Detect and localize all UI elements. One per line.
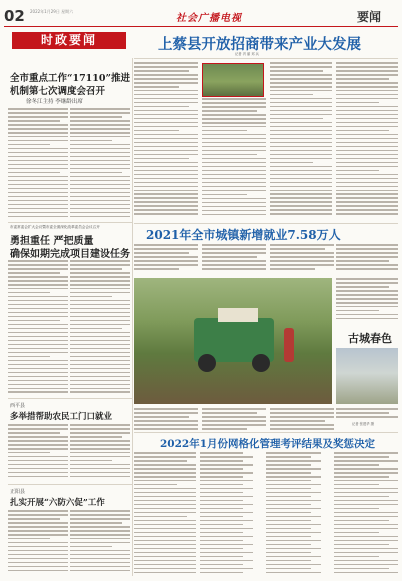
story-b-title-1: 勇担重任 严把质量 bbox=[10, 236, 94, 247]
lead-body-col2 bbox=[202, 98, 266, 220]
sidebar-title: 古城春色 bbox=[348, 332, 392, 345]
story-d-body-col2 bbox=[70, 424, 130, 482]
photo-figure bbox=[284, 328, 294, 362]
lead-body-col4 bbox=[336, 62, 398, 220]
story-c-body-col5 bbox=[336, 278, 398, 324]
photo-machine-roof bbox=[218, 308, 258, 322]
lead-body-col1 bbox=[134, 62, 198, 220]
story-b-title-2: 确保如期完成项目建设任务 bbox=[10, 249, 130, 260]
story-c-body-col3 bbox=[270, 244, 334, 274]
section-label: 要闻 bbox=[357, 10, 382, 24]
story-a-body-col2 bbox=[70, 108, 130, 220]
photo-wheel-left bbox=[198, 354, 216, 372]
story-a-title-1: 全市重点工作“17110”推进 bbox=[10, 73, 130, 84]
masthead bbox=[0, 0, 402, 30]
sidebar-photo bbox=[336, 348, 398, 404]
column-divider bbox=[132, 58, 133, 576]
story-b-kicker: 市委常委会扩大会议暨市委全面深化改革委员会会议召开 bbox=[10, 225, 100, 229]
date-line: 2022年1月29日 星期六 bbox=[30, 9, 74, 14]
story-d-body-col3 bbox=[134, 408, 198, 432]
story-b-body-col1 bbox=[8, 260, 68, 396]
lead-headline: 上蔡县开放招商带来产业大发展 bbox=[158, 36, 361, 53]
story-c-body-col1 bbox=[134, 244, 198, 274]
story-e-body-col2 bbox=[70, 510, 130, 576]
story-a-subtitle: 徐冬江主持 李继龄出席 bbox=[26, 99, 83, 105]
lead-byline: 记者 冯 丽 邓 兵 bbox=[235, 52, 259, 56]
photo-wheel-right bbox=[252, 354, 270, 372]
story-f-body-col4 bbox=[334, 452, 398, 576]
story-a-title-2: 机制第七次调度会召开 bbox=[10, 86, 106, 97]
story-e-kicker: 正阳县 bbox=[10, 489, 26, 495]
story-e-body-col1 bbox=[8, 510, 68, 576]
story-f-title: 2022年1月份网格化管理考评结果及奖惩决定 bbox=[160, 438, 376, 450]
story-e-title: 扎实开展“六防六促”工作 bbox=[10, 498, 105, 508]
lead-body-col3 bbox=[270, 62, 332, 220]
header-rule bbox=[4, 26, 398, 27]
story-d-kicker: 西平县 bbox=[10, 403, 26, 409]
sidebar-credit: 记者 张建华 摄 bbox=[352, 422, 374, 426]
story-c-body-col4 bbox=[336, 244, 398, 274]
story-f-body-col2 bbox=[200, 452, 262, 576]
brand-logo: 社会广播电视 bbox=[176, 13, 242, 24]
story-c-body-col2 bbox=[202, 244, 266, 274]
story-b-body-col2 bbox=[70, 260, 130, 396]
story-d-body-col4 bbox=[202, 408, 266, 432]
main-photo bbox=[134, 278, 332, 404]
story-f-body-col3 bbox=[266, 452, 330, 576]
section-banner: 时政要闻 bbox=[12, 32, 126, 49]
story-a-body-col1 bbox=[8, 108, 68, 220]
story-d-body-col5 bbox=[270, 408, 334, 432]
story-c-title: 2021年全市城镇新增就业7.58万人 bbox=[146, 228, 341, 242]
story-d-title: 多举措帮助农民工门口就业 bbox=[10, 412, 113, 422]
story-f-body-col1 bbox=[134, 452, 196, 576]
story-d-body-col1 bbox=[8, 424, 68, 482]
lead-photo bbox=[202, 63, 264, 97]
page-number: 02 bbox=[4, 7, 25, 25]
